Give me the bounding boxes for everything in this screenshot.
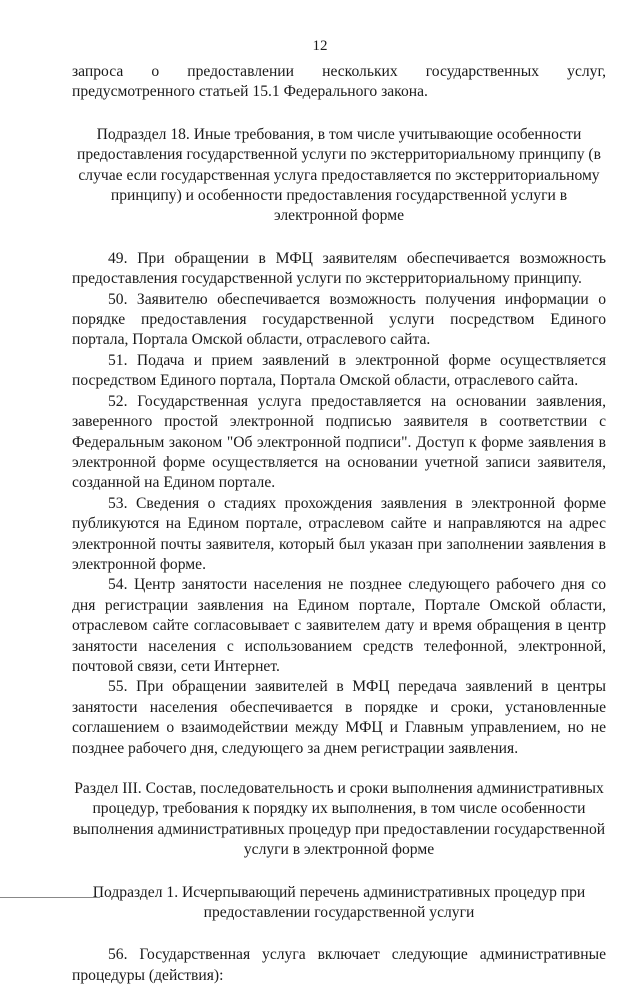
paragraph-52: 52. Государственная услуга предоставляется на основании заявления, заверенного простой электронной подписью заявителя в соответствии с Федеральным законом "Об электронной подписи". Доступ к форме заявления в электронной форме осуществляется на основании учетной записи заявителя, созданной на Едином портале. [72, 392, 606, 492]
paragraph-55: 55. При обращении заявителей в МФЦ передача заявлений в центры занятости населения обеспечивается в порядке и сроки, установленные соглашением о взаимодействии между МФЦ и Главным управлением, но не позднее рабочего дня, следующего за днем регистрации заявления. [72, 678, 606, 757]
footer-rule [0, 897, 100, 898]
paragraph-50: 50. Заявителю обеспечивается возможность получения информации о порядке предоставления государственной услуги посредством Единого портала, Портала Омской области, отраслевого сайта. [72, 290, 606, 349]
paragraph-53: 53. Сведения о стадиях прохождения заявления в электронной форме публикуются на Едином портале, отраслевом сайте и направляются на адрес электронной почты заявителя, который был указан при заполнении заявления в электронной форме. [72, 494, 606, 573]
section-3-heading: Раздел III. Состав, последовательность и сроки выполнения административных процедур, требования к порядку их выполнения, в том числе особенности выполнения административных процедур при предоставлении государственной услуги в электронной форме [72, 780, 606, 859]
paragraph-56: 56. Государственная услуга включает следующие административные процедуры (действия): [72, 946, 606, 984]
document-body [72, 62, 606, 986]
paragraph-54: 54. Центр занятости населения не позднее следующего рабочего дня со дня регистрации заявления на Едином портале, Портале Омской области, отраслевом сайте согласовывает с заявителем дату и время обращения в центр занятости населения с использованием средств телефонной, электронной, почтовой связи, сети Интернет. [72, 576, 606, 675]
subsection-18-heading: Подраздел 18. Иные требования, в том числе учитывающие особенности предоставления государственной услуги по экстерриториальному принципу (в случае если государственная услуга предоставляется по экстерриториальному принципу) и особенности предоставления государственной услуги в электронной форме [77, 125, 601, 225]
paragraph-49: 49. При обращении в МФЦ заявителям обеспечивается возможность предоставления государственной услуги по экстерриториальному принципу. [72, 249, 606, 288]
continuation-paragraph: запроса о предоставлении нескольких государственных услуг, предусмотренного статьей 15.1 Федерального закона. [72, 63, 606, 101]
paragraph-51: 51. Подача и прием заявлений в электронной форме осуществляется посредством Единого портала, Портала Омской области, отраслевого сайта. [72, 351, 606, 390]
page-number: 12 [312, 38, 328, 54]
subsection-1-heading: Подраздел 1. Исчерпывающий перечень административных процедур при предоставлении государственной услуги [92, 883, 586, 922]
